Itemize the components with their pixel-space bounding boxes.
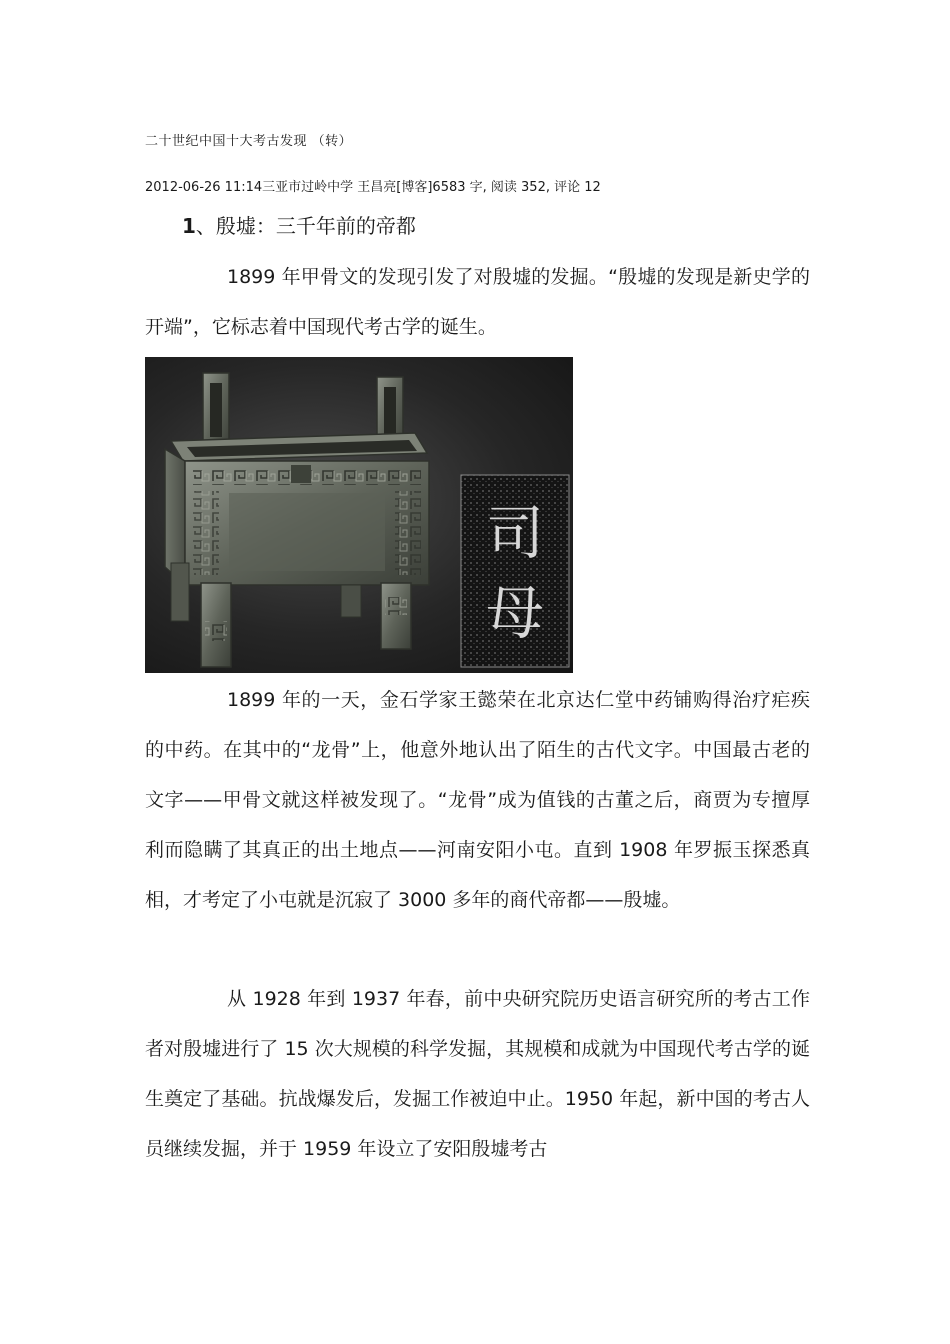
article-title: 二十世纪中国十大考古发现 （转） [145,134,353,149]
bronze-ding-figure [145,357,573,673]
inscription-glyph-2: 母 [485,579,545,647]
inscription-rubbing [461,475,569,667]
article-meta: 2012-06-26 11:14三亚市过岭中学 王昌亮[博客]6583 字, 阅读 352, 评论 12 [145,180,601,195]
inscription-glyph-1: 司 [485,499,545,567]
ding-leg-front-right [381,583,411,649]
bronze-ding-illustration [145,357,573,673]
section-heading [182,210,416,239]
section-title: 、殷墟：三千年前的帝都 [195,214,416,238]
paragraph-3: 从 1928 年到 1937 年春，前中央研究院历史语言研究所的考古工作者对殷墟进行了 15 次大规模的科学发掘，其规模和成就为中国现代考古学的诞生奠定了基础。抗战爆发后，发掘工作被迫中止。1950 年起，新中国的考古人员继续发掘，并于 1959 年设立了安阳殷墟考古 [145,988,810,1160]
paragraph-1: 1899 年甲骨文的发现引发了对殷墟的发掘。“殷墟的发现是新史学的开端”，它标志着中国现代考古学的诞生。 [145,266,810,338]
section-number: 1 [182,214,196,238]
paragraph-2: 1899 年的一天，金石学家王懿荣在北京达仁堂中药铺购得治疗疟疾的中药。在其中的“龙骨”上，他意外地认出了陌生的古代文字。中国最古老的文字——甲骨文就这样被发现了。“龙骨”成为值钱的古董之后，商贾为专擅厚利而隐瞒了其真正的出土地点——河南安阳小屯。直到 1908 年罗振玉探悉真相，才考定了小屯就是沉寂了 3000 多年的商代帝都——殷墟。 [145,689,810,911]
